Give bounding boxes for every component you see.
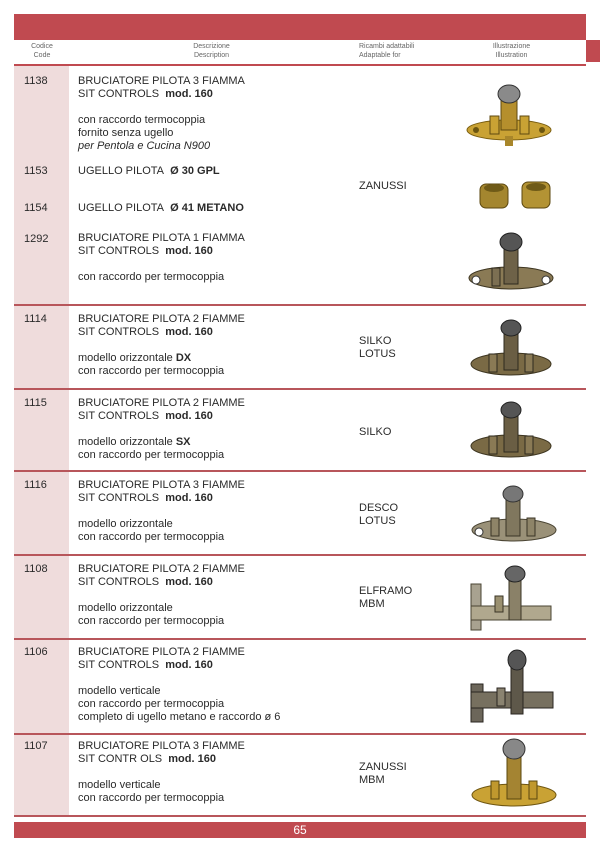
product-code: 1108 — [24, 563, 48, 575]
product-code: 1114 — [24, 313, 47, 325]
product-description: UGELLO PILOTA Ø 30 GPL — [78, 165, 220, 177]
product-code: 1154 — [24, 202, 48, 214]
product-code: 1292 — [24, 233, 49, 245]
page-tab — [586, 40, 600, 62]
product-code: 1106 — [24, 646, 48, 658]
header-description: Descrizione Description — [193, 43, 230, 59]
pilot-burner-image — [469, 562, 559, 634]
adaptable-for: ZANUSSI MBM — [359, 761, 407, 786]
row-divider — [14, 815, 586, 817]
header-illustration: Illustrazione Illustration — [492, 43, 531, 59]
pilot-burner-image — [469, 480, 559, 548]
pilot-burner-image — [469, 398, 554, 464]
product-row — [14, 735, 586, 815]
product-description: BRUCIATORE PILOTA 3 FIAMMA SIT CONTROLS mod. 160 con raccordo termocoppia fornito senza ugello per Pentola e Cucina N900 — [78, 75, 245, 152]
product-row — [14, 472, 586, 554]
product-description: BRUCIATORE PILOTA 2 FIAMME SIT CONTROLS mod. 160 modello orizzontale DX con raccordo per termocoppia — [78, 313, 245, 377]
product-description: UGELLO PILOTA Ø 41 METANO — [78, 202, 244, 214]
header-code: Codice Code — [31, 43, 53, 59]
product-group — [14, 66, 586, 304]
pilot-burner-image — [469, 648, 559, 728]
pilot-burner-image — [469, 316, 554, 382]
product-description: BRUCIATORE PILOTA 2 FIAMME SIT CONTROLS mod. 160 modello verticale con raccordo per termocoppia completo di ugello metano e raccordo ø 6 — [78, 646, 281, 723]
pilot-burner-image — [466, 228, 556, 296]
product-row — [14, 306, 586, 388]
adaptable-for: DESCO LOTUS — [359, 502, 399, 527]
table-header — [14, 40, 586, 64]
adaptable-for: SILKO LOTUS — [359, 335, 396, 360]
adaptable-for: ZANUSSI — [359, 180, 407, 192]
product-code: 1116 — [24, 479, 47, 491]
product-description: BRUCIATORE PILOTA 2 FIAMME SIT CONTROLS mod. 160 modello orizzontale SX con raccordo per termocoppia — [78, 397, 245, 461]
product-code: 1153 — [24, 165, 48, 177]
pilot-burner-image — [469, 737, 559, 813]
product-description: BRUCIATORE PILOTA 1 FIAMMA SIT CONTROLS mod. 160 con raccordo per termocoppia — [78, 232, 245, 283]
product-code: 1115 — [24, 397, 47, 409]
product-code: 1138 — [24, 75, 48, 87]
product-row — [14, 640, 586, 733]
product-description: BRUCIATORE PILOTA 2 FIAMME SIT CONTROLS mod. 160 modello orizzontale con raccordo per termocoppia — [78, 563, 245, 627]
product-description: BRUCIATORE PILOTA 3 FIAMME SIT CONTR OLS mod. 160 modello verticale con raccordo per termocoppia — [78, 740, 245, 804]
product-description: BRUCIATORE PILOTA 3 FIAMME SIT CONTROLS mod. 160 modello orizzontale con raccordo per termocoppia — [78, 479, 245, 543]
header-adaptable: Ricambi adattabili Adaptable for — [359, 43, 415, 59]
product-row — [14, 390, 586, 470]
top-banner — [14, 14, 586, 40]
pilot-burner-image — [464, 76, 554, 146]
adaptable-for: ELFRAMO MBM — [359, 585, 413, 610]
code-column-bg — [14, 66, 69, 304]
nozzle-image — [476, 178, 561, 214]
page-number: 65 — [14, 822, 586, 838]
product-code: 1107 — [24, 740, 48, 752]
product-row — [14, 556, 586, 638]
adaptable-for: SILKO — [359, 426, 392, 438]
